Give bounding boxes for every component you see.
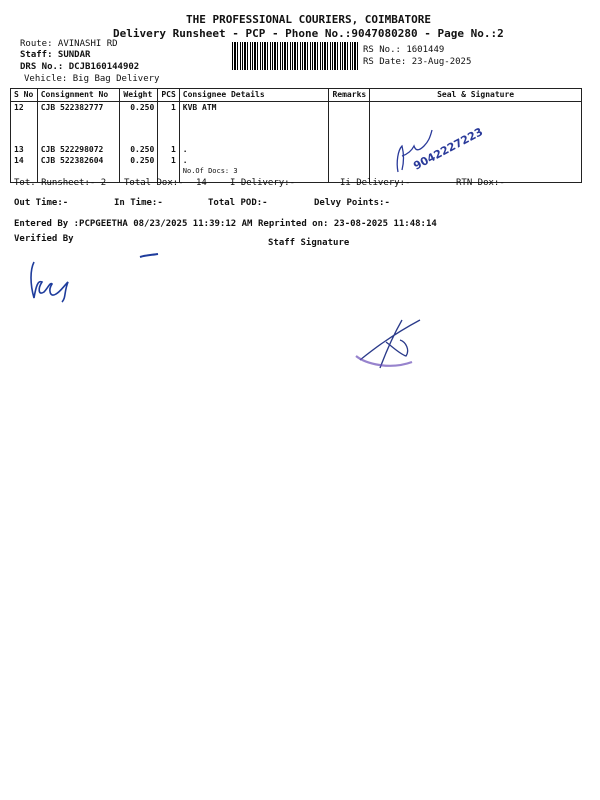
col-header-weight: Weight [120,89,158,102]
table-body [11,102,582,183]
col-header-consignee: Consignee Details [179,89,329,102]
reprinted-on: Reprinted on: 23-08-2025 11:48:14 [258,219,437,229]
consignee-13: . [182,145,188,154]
delivery-signature-icon [390,110,510,180]
sno-cell [11,102,38,183]
col-header-sno: S No [11,89,38,102]
sno-14: 14 [14,156,24,165]
delivery-label: I Delivery:- [230,178,296,188]
staff-label: Staff: SUNDAR [20,50,91,60]
consignment-13: CJB 522298072 [40,145,104,154]
pcs-13: 1 [170,145,176,154]
consignee-14: . [182,156,188,165]
sno-13: 13 [14,145,24,154]
vehicle-label: Vehicle: Big Bag Delivery [24,74,160,84]
consignment-cell [37,102,120,183]
weight-13: 0.250 [130,145,155,154]
rs-date: RS Date: 23-Aug-2025 [363,57,472,67]
consignment-table [10,88,582,183]
staff-signature-icon [350,312,430,382]
weight-cell [120,102,158,183]
col-header-pcs: PCS [158,89,179,102]
pcs-cell [158,102,179,183]
consignment-12: CJB 522382777 [40,103,104,112]
barcode [232,42,358,70]
rtn-dox-label: RTN Dox:- [456,178,505,188]
weight-12: 0.250 [130,103,155,112]
table-header-row [11,89,582,102]
verified-by-label: Verified By [14,234,74,244]
col-header-remarks: Remarks [329,89,370,102]
company-title: THE PROFESSIONAL COURIERS, COIMBATORE [186,13,432,26]
seal-signature-cell [370,102,582,183]
signature-phone-text: 9042227223 [411,125,486,173]
total-dox-value: 14 [196,178,207,188]
out-time-label: Out Time:- [14,198,69,208]
consignee-cell [179,102,329,183]
no-of-docs: No.Of Docs: 3 [182,167,238,175]
pcs-12: 1 [170,103,176,112]
in-time-label: In Time:- [114,198,163,208]
delvy-points-label: Delvy Points:- [314,198,390,208]
total-pod-label: Total POD:- [208,198,268,208]
remarks-cell [329,102,370,183]
col-header-consignment: Consignment No [37,89,120,102]
verifier-signature-icon [24,252,94,306]
tot-runsheet: Tot. Runsheet:- 2 [14,178,107,188]
rs-number: RS No.: 1601449 [363,45,445,55]
consignee-12: KVB ATM [182,103,217,112]
staff-signature-label: Staff Signature [268,238,350,248]
total-dox-label: Total Dox:- [124,178,184,188]
sno-12: 12 [14,103,24,112]
pcs-14: 1 [170,156,176,165]
entered-by: Entered By :PCPGEETHA 08/23/2025 11:39:12 AM [14,219,253,229]
runsheet-subtitle: Delivery Runsheet - PCP - Phone No.:9047080280 - Page No.:2 [113,27,504,40]
col-header-seal: Seal & Signature [370,89,582,102]
consignment-14: CJB 522382604 [40,156,104,165]
route-label: Route: AVINASHI RD [20,39,118,49]
undelivery-label: Ii Delivery:- [340,178,411,188]
drs-number: DRS No.: DCJB160144902 [20,62,140,72]
weight-14: 0.250 [130,156,155,165]
ink-mark-icon [138,252,162,260]
